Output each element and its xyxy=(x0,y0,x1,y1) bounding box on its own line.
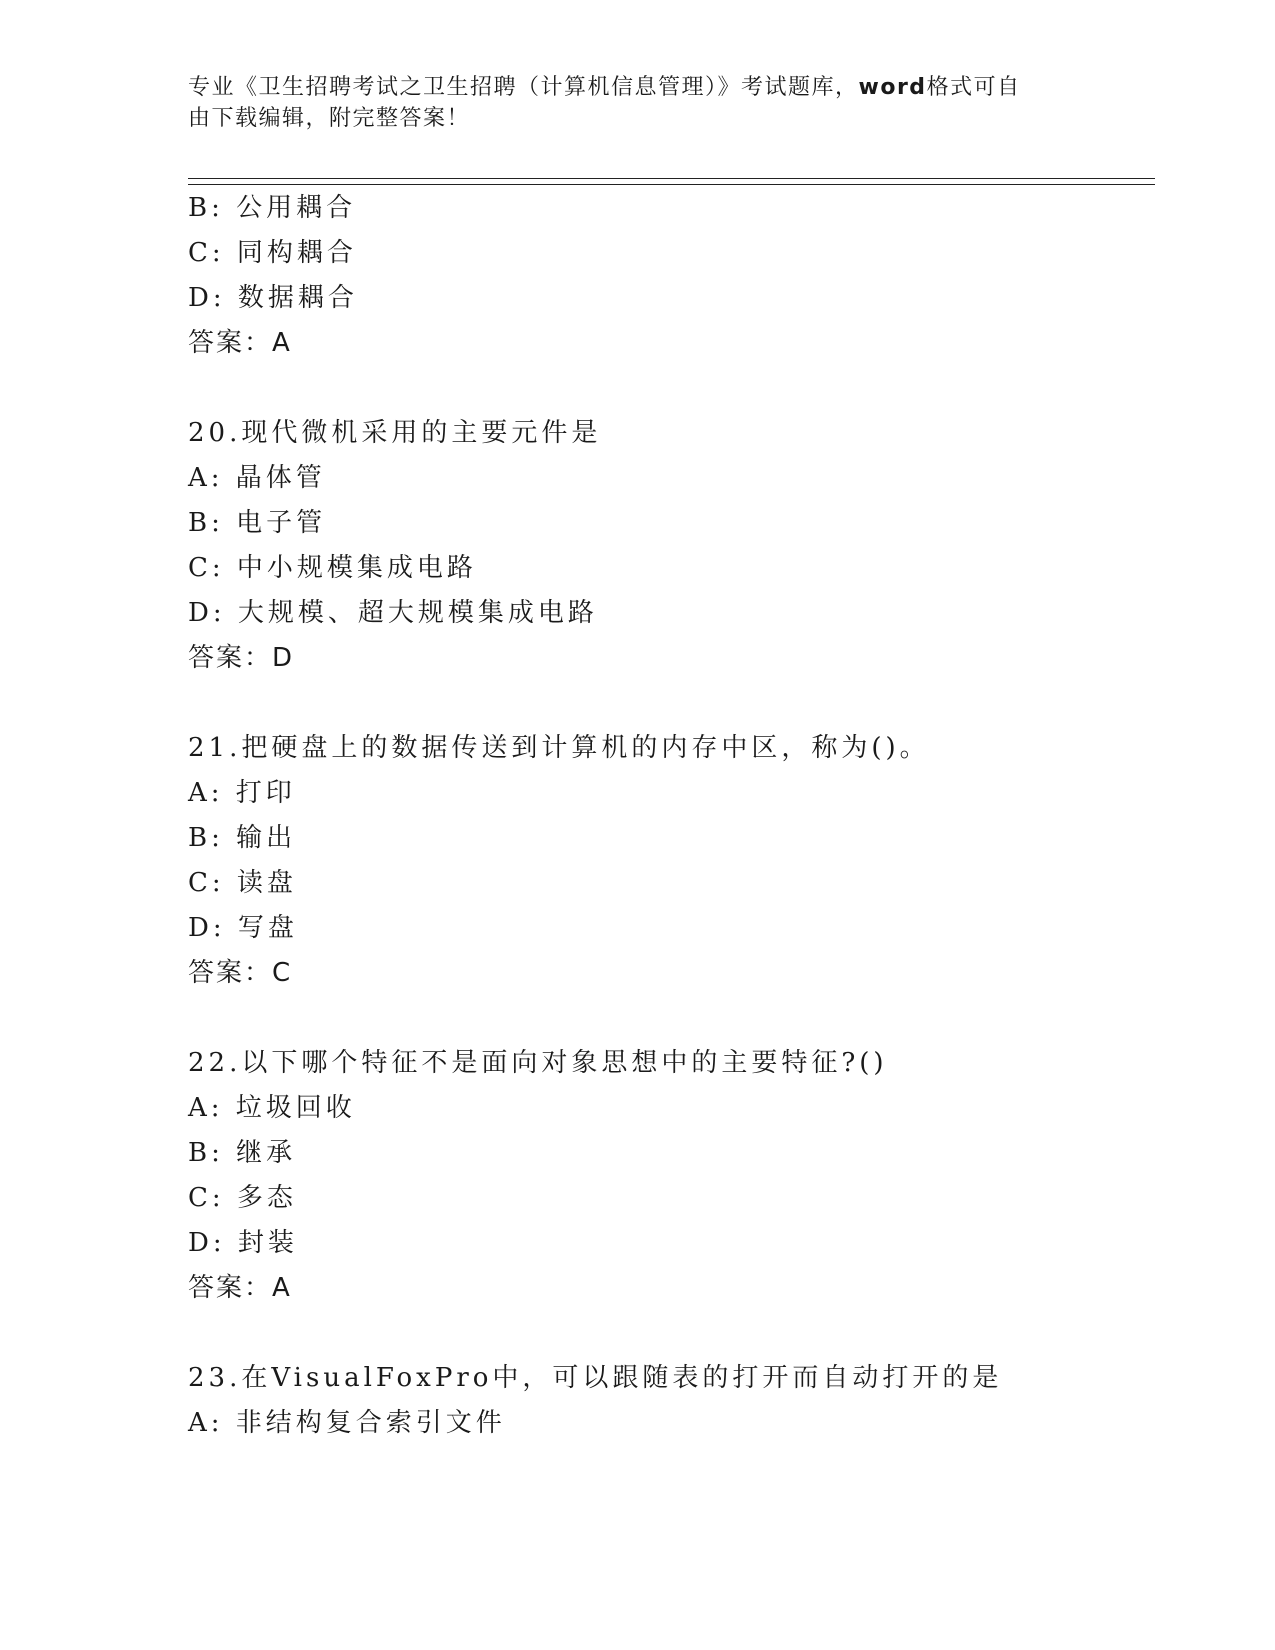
option-c-line: C: 读盘 xyxy=(188,868,297,898)
answer-line: 答案：D xyxy=(188,643,295,673)
header-divider-top xyxy=(188,178,1155,179)
option-a-line: A: 非结构复合索引文件 xyxy=(188,1408,506,1438)
option-b-line: B: 公用耦合 xyxy=(188,193,357,223)
answer-line: 答案：A xyxy=(188,328,292,358)
option-c-line: C: 多态 xyxy=(188,1183,297,1213)
option-b-line: B: 输出 xyxy=(188,823,297,853)
option-d-line: D: 封装 xyxy=(188,1228,298,1258)
answer-line: 答案：C xyxy=(188,958,293,988)
option-d-line: D: 大规模、超大规模集成电路 xyxy=(188,598,598,628)
question-20: 20.现代微机采用的主要元件是 xyxy=(188,418,602,448)
header-text-3: 由下载编辑，附完整答案！ xyxy=(188,106,471,131)
option-a-line: A: 打印 xyxy=(188,778,296,808)
option-b-line: B: 电子管 xyxy=(188,508,327,538)
option-a-line: A: 晶体管 xyxy=(188,463,326,493)
option-d-line: D: 写盘 xyxy=(188,913,298,943)
option-c-line: C: 同构耦合 xyxy=(188,238,357,268)
header-text-2: 格式可自 xyxy=(926,75,1021,100)
question-22: 22.以下哪个特征不是面向对象思想中的主要特征?() xyxy=(188,1048,888,1078)
option-d-line: D: 数据耦合 xyxy=(188,283,358,313)
header-divider-bottom xyxy=(188,184,1155,185)
header-word-format: word xyxy=(858,75,927,100)
option-c-line: C: 中小规模集成电路 xyxy=(188,553,477,583)
document-header xyxy=(188,72,1068,134)
header-text-1: 专业《卫生招聘考试之卫生招聘（计算机信息管理）》考试题库， xyxy=(188,75,859,100)
question-21: 21.把硬盘上的数据传送到计算机的内存中区，称为()。 xyxy=(188,733,930,763)
answer-line: 答案：A xyxy=(188,1273,292,1303)
option-a-line: A: 垃圾回收 xyxy=(188,1093,356,1123)
question-23: 23.在VisualFoxPro中，可以跟随表的打开而自动打开的是 xyxy=(188,1363,1003,1393)
option-b-line: B: 继承 xyxy=(188,1138,297,1168)
